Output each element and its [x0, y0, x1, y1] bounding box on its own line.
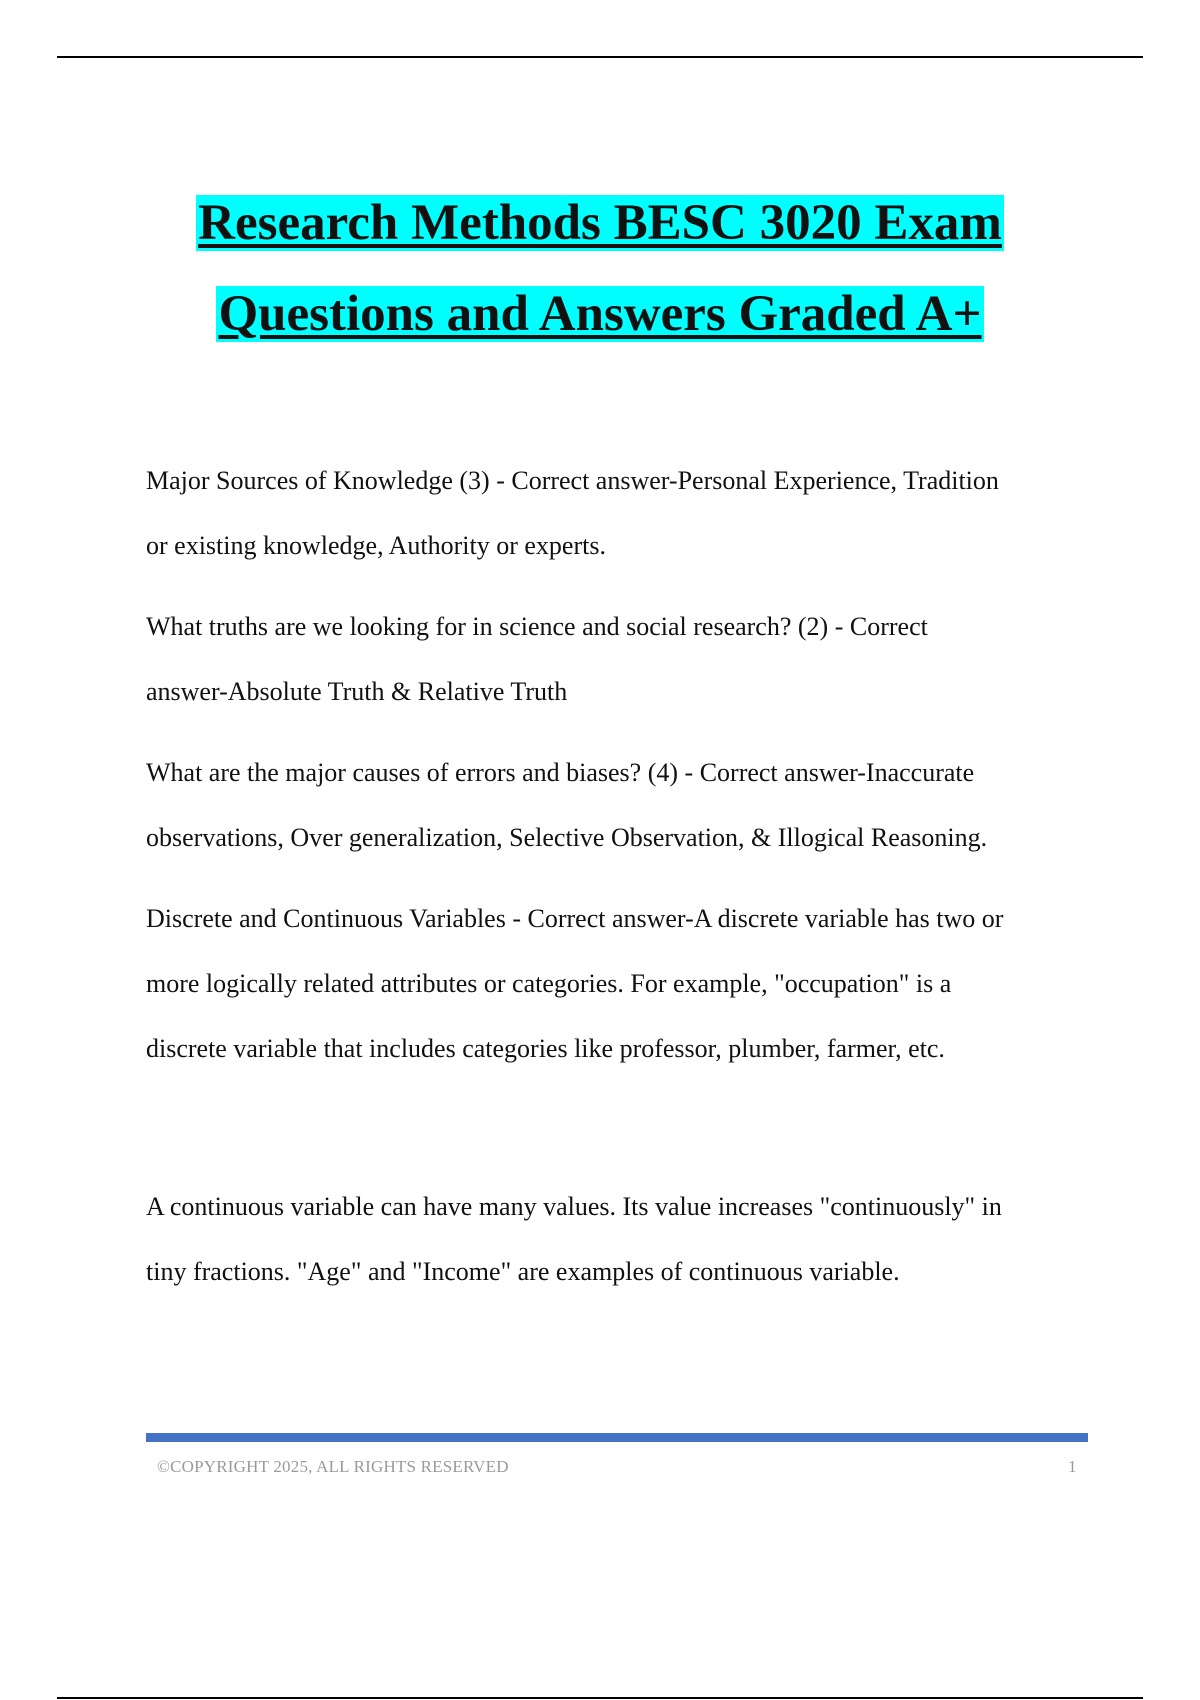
paragraph-line: Major Sources of Knowledge (3) - Correct answer-Personal Experience, Tradition [146, 466, 999, 495]
title-line-2: Questions and Answers Graded A+ [218, 286, 982, 342]
page-number: 1 [1068, 1457, 1077, 1476]
document-body [146, 448, 1090, 1320]
paragraph-line: observations, Over generalization, Selective Observation, & Illogical Reasoning. [146, 823, 988, 852]
qa-paragraph-sources-of-knowledge [146, 448, 1090, 578]
qa-paragraph-discrete-variables [146, 886, 1090, 1081]
bottom-rule [57, 1697, 1143, 1699]
qa-paragraph-truths [146, 594, 1090, 724]
top-rule [57, 56, 1143, 58]
paragraph-line: discrete variable that includes categories like professor, plumber, farmer, etc. [146, 1034, 945, 1063]
title-line-1: Research Methods BESC 3020 Exam [198, 195, 1002, 251]
paragraph-line: answer-Absolute Truth & Relative Truth [146, 677, 568, 706]
paragraph-line: What are the major causes of errors and biases? (4) - Correct answer-Inaccurate [146, 758, 975, 787]
qa-paragraph-continuous-variables [146, 1174, 1090, 1304]
paragraph-line: Discrete and Continuous Variables - Correct answer-A discrete variable has two or [146, 904, 1004, 933]
paragraph-line: What truths are we looking for in science and social research? (2) - Correct [146, 612, 928, 641]
paragraph-line: tiny fractions. "Age" and "Income" are examples of continuous variable. [146, 1257, 900, 1286]
qa-paragraph-errors-and-biases [146, 740, 1090, 870]
paragraph-line: or existing knowledge, Authority or experts. [146, 531, 606, 560]
footer-bar [146, 1433, 1088, 1442]
paragraph-line: more logically related attributes or categories. For example, "occupation" is a [146, 969, 952, 998]
paragraph-line: A continuous variable can have many values. Its value increases "continuously" in [146, 1192, 1002, 1221]
footer-copyright: ©COPYRIGHT 2025, ALL RIGHTS RESERVED [157, 1457, 509, 1476]
document-title [0, 178, 1200, 360]
